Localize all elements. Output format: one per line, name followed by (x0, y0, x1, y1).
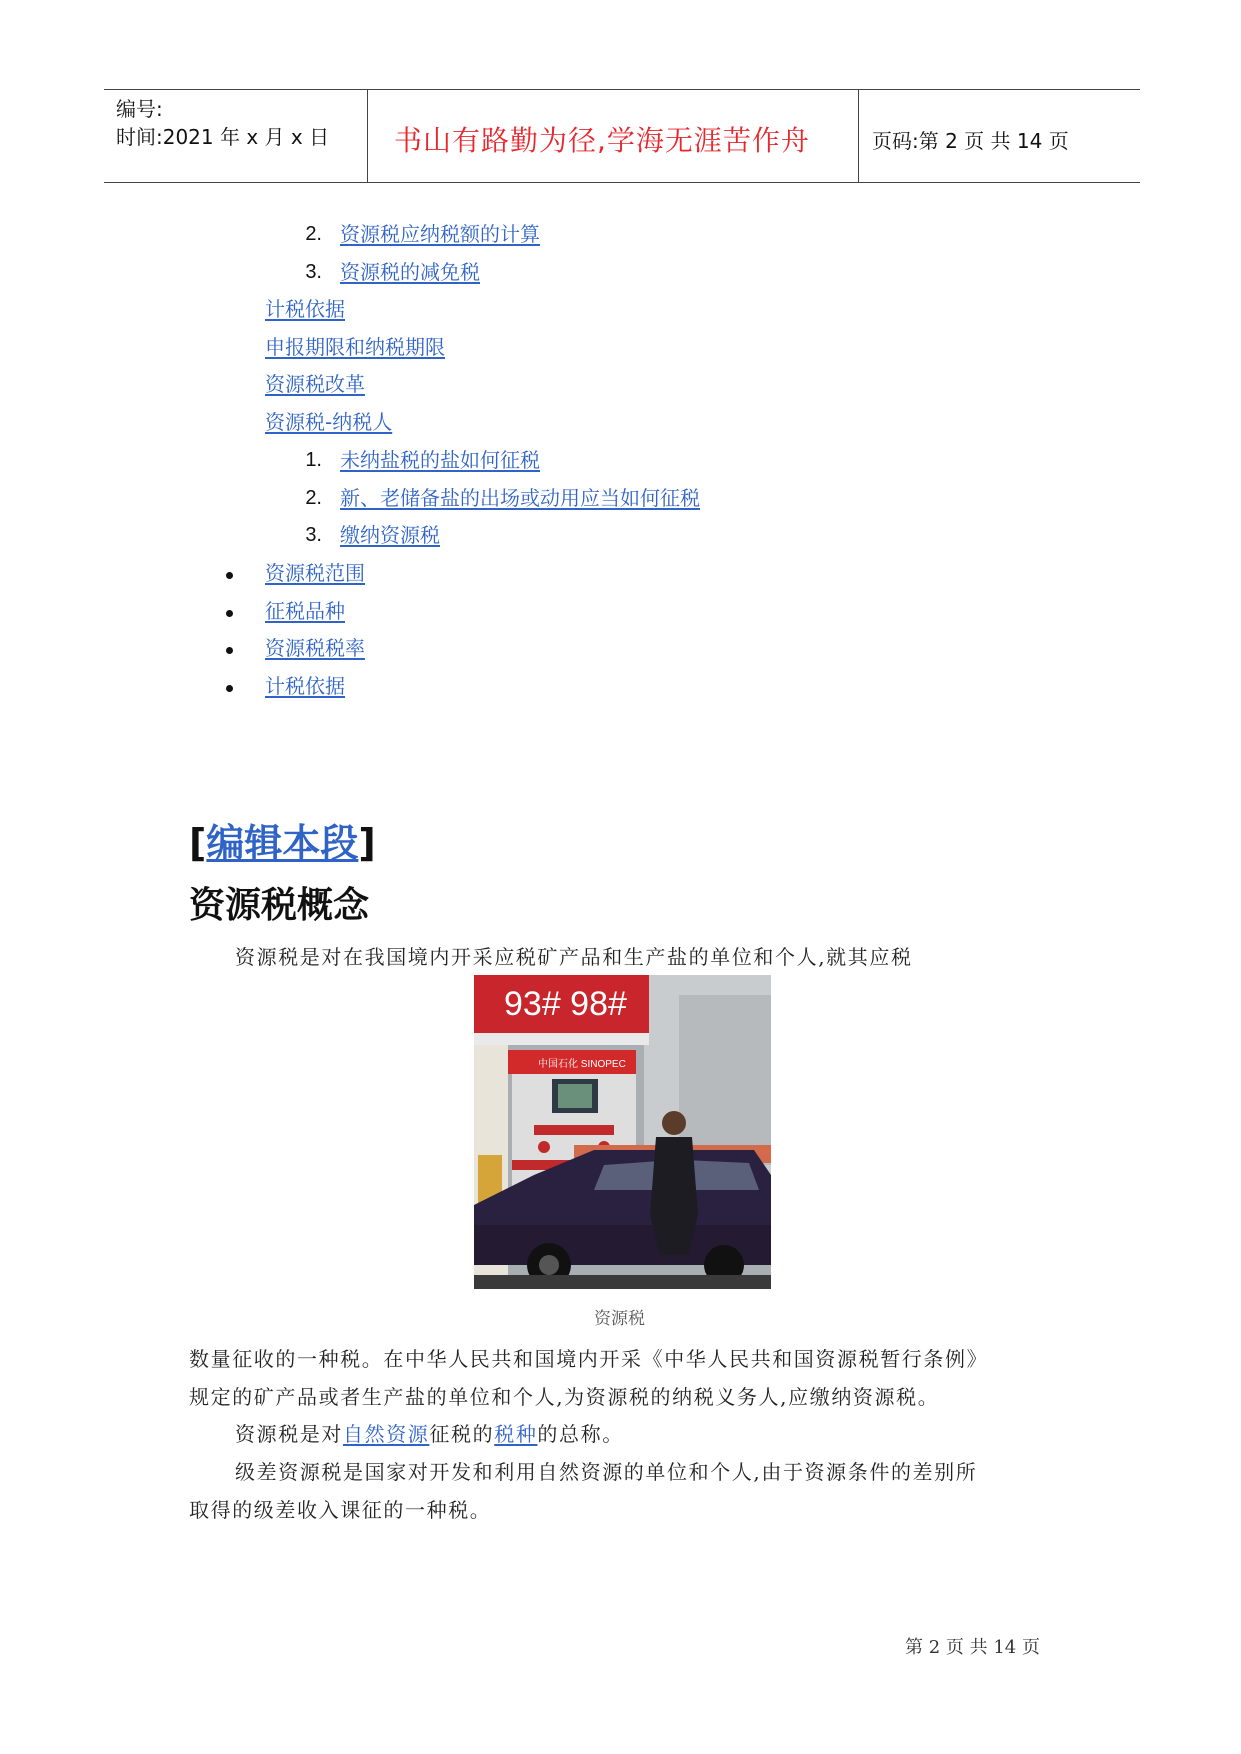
toc-link-untaxed-salt[interactable]: 未纳盐税的盐如何征税 (340, 448, 540, 472)
toc-number: 1. (305, 449, 322, 471)
bracket-close: ] (358, 821, 376, 865)
p2-prefix: 资源税是对 (235, 1422, 343, 1446)
toc-number: 3. (305, 524, 322, 546)
toc-number: 3. (305, 261, 322, 283)
paragraph-2 (235, 1415, 624, 1453)
header-page-label: 页码:第 2 页 共 14 页 (872, 129, 1069, 153)
header-bottom-rule (104, 182, 1140, 183)
toc-link-tax-basis[interactable]: 计税依据 (265, 297, 345, 321)
toc-link-taxpayer[interactable]: 资源税-纳税人 (265, 410, 393, 434)
toc-link-pay-tax[interactable]: 缴纳资源税 (340, 523, 440, 547)
toc-link-tax-scope[interactable]: 资源税范围 (265, 561, 365, 585)
toc-link-tax-basis-2[interactable]: 计税依据 (265, 674, 345, 698)
toc-link-tax-reform[interactable]: 资源税改革 (265, 372, 365, 396)
toc-link-tax-reduction[interactable]: 资源税的减免税 (340, 260, 480, 284)
toc-number: 2. (305, 487, 322, 509)
toc-link-reserve-salt[interactable]: 新、老储备盐的出场或动用应当如何征税 (340, 486, 700, 510)
edit-section-link[interactable]: 编辑本段 (206, 821, 359, 865)
edit-section-line (189, 812, 376, 867)
header-top-rule (104, 89, 1140, 90)
toc-number: 2. (305, 223, 322, 245)
tax-type-link[interactable]: 税种 (494, 1422, 538, 1446)
gas-station-photo (474, 975, 771, 1289)
p2-mid: 征税的 (429, 1422, 495, 1446)
bracket-open: [ (189, 821, 207, 865)
bullet-dot (226, 572, 233, 579)
paragraph-1-line-3: 规定的矿产品或者生产盐的单位和个人,为资源税的纳税义务人,应缴纳资源税。 (189, 1385, 940, 1409)
natural-resources-link[interactable]: 自然资源 (343, 1422, 430, 1446)
page-footer: 第 2 页 共 14 页 (905, 1637, 1040, 1658)
paragraph-1-line-2: 数量征收的一种税。在中华人民共和国境内开采《中华人民共和国资源税暂行条例》 (189, 1347, 989, 1371)
toc-link-tax-calculation[interactable]: 资源税应纳税额的计算 (340, 222, 540, 246)
image-caption: 资源税 (594, 1309, 645, 1329)
station-brand-text: 中国石化 SINOPEC (538, 1059, 626, 1070)
header-motto: 书山有路勤为径,学海无涯苦作舟 (394, 124, 810, 157)
toc-link-tax-items[interactable]: 征税品种 (265, 599, 345, 623)
header-number-label: 编号: (116, 97, 163, 121)
paragraph-3-line-2: 取得的级差收入课征的一种税。 (189, 1498, 492, 1522)
header-time-label: 时间:2021 年 x 月 x 日 (116, 125, 330, 149)
header-divider-right (858, 90, 859, 183)
bullet-dot (226, 685, 233, 692)
bullet-dot (226, 610, 233, 617)
paragraph-3-line-1: 级差资源税是国家对开发和利用自然资源的单位和个人,由于资源条件的差别所 (235, 1460, 978, 1484)
paragraph-1-line-1: 资源税是对在我国境内开采应税矿产品和生产盐的单位和个人,就其应税 (235, 945, 913, 969)
gas-station-illustration (474, 975, 771, 1289)
toc-link-filing-period[interactable]: 申报期限和纳税期限 (265, 335, 445, 359)
toc-link-tax-rate[interactable]: 资源税税率 (265, 636, 365, 660)
bullet-dot (226, 647, 233, 654)
section-title: 资源税概念 (189, 885, 370, 926)
p2-suffix: 的总称。 (537, 1422, 624, 1446)
price-sign-text: 93# 98# (504, 985, 627, 1023)
header-divider-left (367, 90, 368, 183)
